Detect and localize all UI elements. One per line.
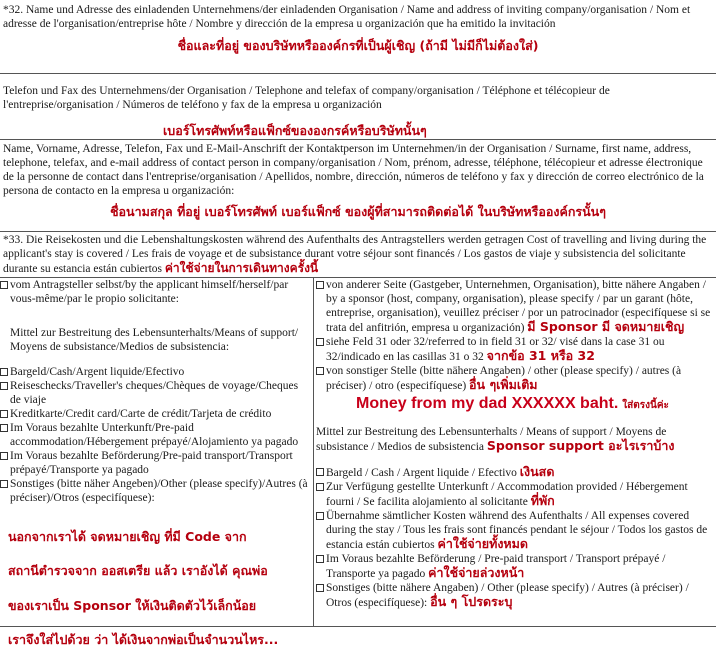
left-option-travellers-cheques[interactable]: Reiseschecks/Traveller's cheques/Chèques de voyage/Cheques de viaje <box>0 379 311 407</box>
checkbox[interactable] <box>0 382 8 390</box>
money-note-line <box>356 395 716 413</box>
left-option-prepaid-accommodation[interactable]: Im Voraus bezahlte Unterkunft/Pre-paid accommodation/Hébergement prépayé/Alojamiento ya pagado <box>0 421 311 449</box>
right-option-note: ค่าใช้จ่ายล่วงหน้า <box>428 565 525 580</box>
section-32-inviting-company <box>0 0 716 73</box>
column-divider <box>313 277 314 627</box>
right-option-note: ที่พัก <box>530 493 555 508</box>
checkbox[interactable] <box>316 555 324 563</box>
section-33-note: ค่าใช้จ่ายในการเดินทางครั้งนี้ <box>164 261 319 275</box>
left-option-prepaid-transport[interactable]: Im Voraus bezahlte Beförderung/Pre-paid transport/Transport prépayé/Transporte ya pagado <box>0 449 311 477</box>
checkbox[interactable] <box>316 483 324 491</box>
left-means-header: Mittel zur Bestreitung des Lebensunterhalts/Means of support/ Moyens de subsistance/Medios de subsistencia: <box>10 326 299 353</box>
right-option-cash[interactable]: Bargeld / Cash / Argent liquide / Efectivo เงินสด <box>316 465 716 480</box>
checkbox[interactable] <box>0 480 8 488</box>
phone-fax-label: Telefon und Fax des Unternehmens/der Organisation / Telephone and telefax of company/organisation / Téléphone et télécopieur de l'entreprise/organisation / Números de teléfono y fax de la empresa u organización <box>3 85 610 111</box>
contact-person-note: ชื่อนามสกุล ที่อยู่ เบอร์โทรศัพท์ เบอร์แฟ็กซ์ ของผู้ที่สามารถติดต่อได้ ในบริษัทหรือองค์กรนั้นๆ <box>110 204 606 219</box>
right-option-note: อื่น ๆ โปรดระบุ <box>430 594 513 609</box>
sponsor-column <box>316 278 716 610</box>
section-33-costs <box>0 231 716 277</box>
right-option-other[interactable]: Sonstiges (bitte nähere Angaben) / Other (please specify) / Autres (à préciser) / Otros (especifíquese): อื่น ๆ โปรดระบุ <box>316 581 716 610</box>
money-note: Money from my dad XXXXXX baht. <box>356 395 619 412</box>
means-note: Sponsor support อะไรเราบ้าง <box>486 437 675 453</box>
right-option-note: ค่าใช้จ่ายทั้งหมด <box>437 536 529 551</box>
contact-person <box>0 139 716 231</box>
checkbox[interactable] <box>0 410 8 418</box>
sponsor-option[interactable]: von anderer Seite (Gastgeber, Unternehmen, Organisation), bitte nähere Angaben / by a sponsor (host, company, organisation), please specify / par un garant (hôte, entreprise, organisation), veuillez préciser / por un patrocinador (especifíquese si se trata del anfitrión, empresa u organización) มี Sponsor มี จดหมายเชิญ <box>316 278 716 335</box>
right-option-note: เงินสด <box>519 464 555 479</box>
applicant-self-option[interactable]: vom Antragsteller selbst/by the applicant himself/herself/par vous-même/par le propio solicitante: <box>0 278 311 306</box>
checkbox[interactable] <box>316 281 324 289</box>
right-option-all-expenses[interactable]: Übernahme sämtlicher Kosten während des Aufenthalts / All expenses covered during the stay / Tous les frais sont financés pendant le séjour / Todos los gastos de estancia están cubiertos ค่าใช้จ่ายทั้งหมด <box>316 509 716 552</box>
right-option-accommodation[interactable]: Zur Verfügung gestellte Unterkunft / Accommodation provided / Hébergement fourni / Se facilita alojamiento al solicitante ที่พัก <box>316 480 716 509</box>
sponsor-note: มี Sponsor มี จดหมายเชิญ <box>527 319 685 334</box>
field-31-32-option[interactable]: siehe Feld 31 oder 32/referred to in field 31 or 32/ visé dans la case 31 ou 32/indicado en las casillas 31 o 32 จากข้อ 31 หรือ 32 <box>316 335 716 364</box>
checkbox[interactable] <box>0 281 8 289</box>
left-option-other[interactable]: Sonstiges (bitte näher Angeben)/Other (please specify)/Autres (à préciser)/Otros (especifíquese): <box>0 477 311 505</box>
checkbox[interactable] <box>0 424 8 432</box>
company-phone-fax <box>0 73 716 139</box>
section-32-note: ชื่อและที่อยู่ ของบริษัทหรือองค์กรที่เป็นผู้เชิญ (ถ้ามี ไม่มีก็ไม่ต้องใส่) <box>177 38 539 53</box>
checkbox[interactable] <box>316 367 324 375</box>
left-option-credit-card[interactable]: Kreditkarte/Credit card/Carte de crédit/Tarjeta de crédito <box>0 407 311 421</box>
contact-person-label: Name, Vorname, Adresse, Telefon, Fax und E-Mail-Anschrift der Kontaktperson im Unternehmen/in der Organisation / Surname, first name, address, telephone, telefax, and e-mail address of contact person in company/organisation / Nom, prénom, adresse, téléphone, télécopieur et adresse électronique de la personne de contact dans l'entreprise/organisation / Apellidos, nombre, dirección, números de teléfono y fax y dirección de correo electrónico de la persona de contacto en la empresa u organización: <box>3 143 704 197</box>
checkbox[interactable] <box>316 512 324 520</box>
right-means-header: Mittel zur Bestreitung des Lebensunterhalts / Means of support / Moyens de subsistance / Medios de subsistencia Sponsor support อะไรเราบ้าง <box>316 425 675 453</box>
section-33-label: *33. Die Reisekosten und die Lebenshaltungskosten während des Aufenthalts des Antragstellers werden getragen Cost of travelling and living during the applicant's stay is covered / Les frais de voyage et de subsistance durant votre séjour sont financés / Los gastos de viaje y subsistencia del solicitante durante su estancia están cubiertos ค่าใช้จ่ายในการเดินทางครั้งนี้ <box>3 234 707 275</box>
checkbox[interactable] <box>316 338 324 346</box>
phone-fax-note: เบอร์โทรศัพท์หรือแฟ็กซ์ขององกรค์หรือบริษัทนั้นๆ <box>163 123 427 138</box>
left-handwritten-note: นอกจากเราได้ จดหมายเชิญ ที่มี Code จาก สถานีตำรวจจาก ออสเตรีย แล้ว เราอังได้ คุณพ่อ ของเราเป็น Sponsor ให้เงินติดตัวไว้เล็กน้อย เราจึงใส่ไปด้วย ว่า ได้เงินจากพ่อเป็นจำนวนไหร... <box>8 528 279 647</box>
checkbox[interactable] <box>0 452 8 460</box>
right-option-prepaid-transport[interactable]: Im Voraus bezahlte Beförderung / Pre-paid transport / Transport prépayé / Transporte ya pagado ค่าใช้จ่ายล่วงหน้า <box>316 552 716 581</box>
checkbox[interactable] <box>0 368 8 376</box>
money-sub: ใส่ตรงนี้ค่ะ <box>622 400 669 411</box>
left-option-cash[interactable]: Bargeld/Cash/Argent liquide/Efectivo <box>0 365 311 379</box>
checkbox[interactable] <box>316 584 324 592</box>
field-note: จากข้อ 31 หรือ 32 <box>486 348 595 363</box>
other-note: อื่น ๆเพิ่มเติม <box>469 377 538 392</box>
other-source-option[interactable]: von sonstiger Stelle (bitte nähere Angaben) / other (please specify) / autres (à préciser) / otro (especifíquese) อื่น ๆเพิ่มเติม <box>316 364 716 393</box>
applicant-column <box>0 278 311 664</box>
section-32-label: *32. Name und Adresse des einladenden Unternehmens/der einladenden Organisation / Name and address of inviting company/organisation / Nom et adresse de l'organisation/entreprise hôte / Nombre y dirección de la empresa u organización que ha emitido la invitación <box>3 4 691 30</box>
checkbox[interactable] <box>316 468 324 476</box>
